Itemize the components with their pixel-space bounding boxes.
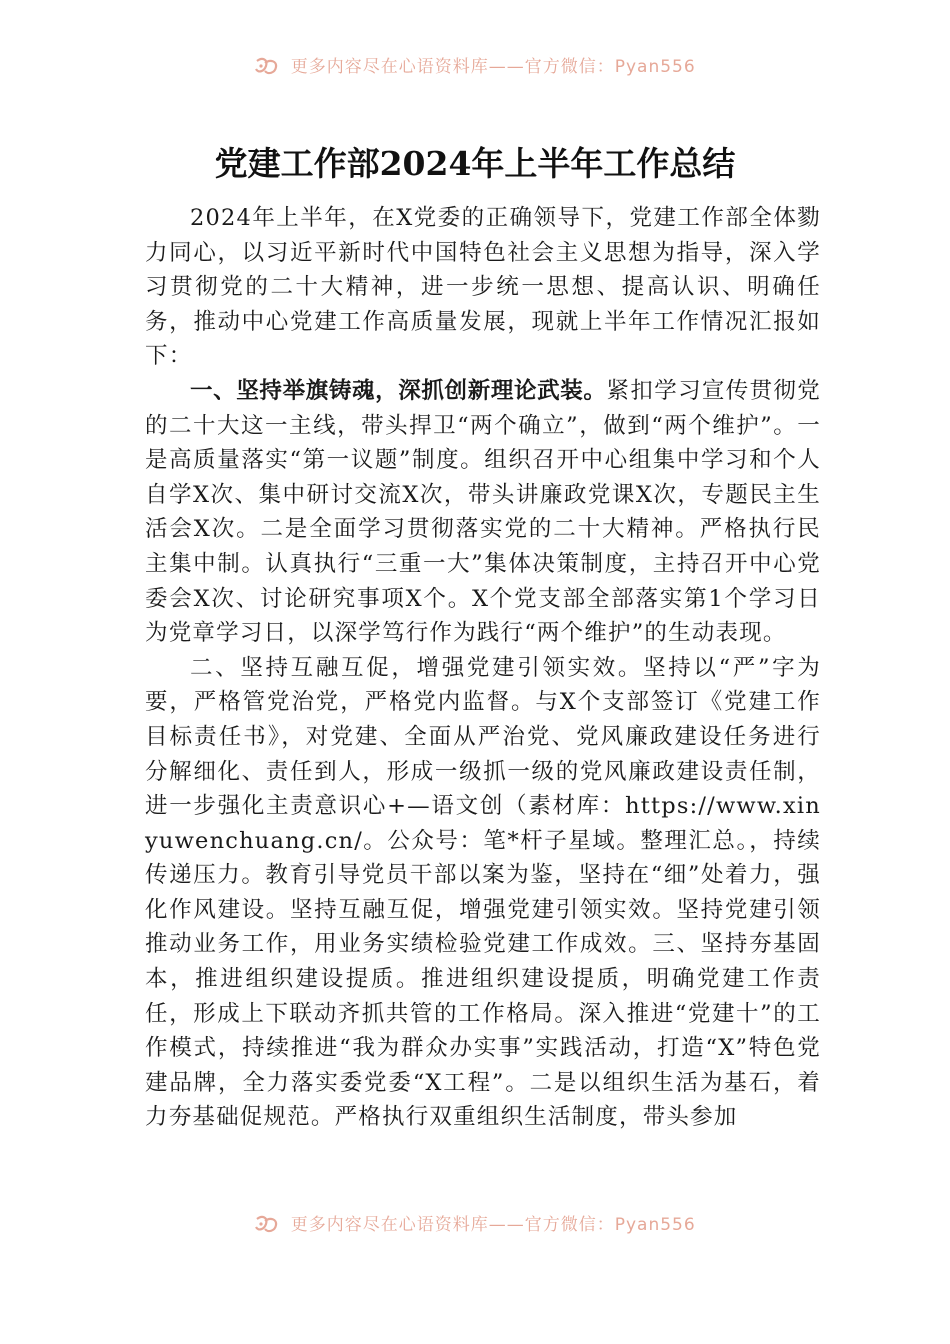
section-1-heading: 一、坚持举旗铸魂，深抓创新理论武装。 bbox=[190, 377, 607, 404]
watermark-text-bottom: 更多内容尽在心语资料库——官方微信：Pyan556 bbox=[290, 1215, 696, 1235]
intro-paragraph: 2024年上半年，在X党委的正确领导下，党建工作部全体勠力同心，以习近平新时代中国特色社会主义思想为指导，深入学习贯彻党的二十大精神，进一步统一思想、提高认识、明确任务，推动中心党建工作高质量发展，现就上半年工作情况汇报如下： bbox=[145, 205, 821, 370]
page-title: 党建工作部2024年上半年工作总结 bbox=[214, 144, 736, 183]
document-body bbox=[145, 201, 821, 1135]
watermark-banner-top bbox=[0, 55, 950, 79]
watermark-logo-icon bbox=[254, 57, 280, 77]
watermark-text-top: 更多内容尽在心语资料库——官方微信：Pyan556 bbox=[290, 57, 696, 77]
watermark-banner-bottom bbox=[0, 1212, 950, 1238]
watermark-logo-icon bbox=[254, 1215, 280, 1235]
section-1-paragraph bbox=[145, 374, 821, 651]
section-2-paragraph: 二、坚持互融互促，增强党建引领实效。坚持以“严”字为要，严格管党治党，严格党内监督。与X个支部签订《党建工作目标责任书》，对党建、全面从严治党、党风廉政建设任务进行分解细化、责任到人，形成一级抓一级的党风廉政建设责任制，进一步强化主责意识心+—语文创（素材库：https://www.xinyuwenchuang.cn/。公众号：笔*杆子星域。整理汇总。，持续传递压力。教育引导党员干部以案为鉴，坚持在“细”处着力，强化作风建设。坚持互融互促，增强党建引领实效。坚持党建引领推动业务工作，用业务实绩检验党建工作成效。三、坚持夯基固本，推进组织建设提质。推进组织建设提质，明确党建工作责任，形成上下联动齐抓共管的工作格局。深入推进“党建十”的工作模式，持续推进“我为群众办实事”实践活动，打造“X”特色党建品牌，全力落实委党委“X工程”。二是以组织生活为基石，着力夯基础促规范。严格执行双重组织生活制度，带头参加 bbox=[145, 654, 821, 1131]
section-1-body: 紧扣学习宣传贯彻党的二十大这一主线，带头捍卫“两个确立”，做到“两个维护”。一是高质量落实“第一议题”制度。组织召开中心组集中学习和个人自学X次、集中研讨交流X次，带头讲廉政党课X次，专题民主生活会X次。二是全面学习贯彻落实党的二十大精神。严格执行民主集中制。认真执行“三重一大”集体决策制度，主持召开中心党委会X次、讨论研究事项X个。X个党支部全部落实第1个学习日为党章学习日，以深学笃行作为践行“两个维护”的生动表现。 bbox=[145, 377, 821, 647]
